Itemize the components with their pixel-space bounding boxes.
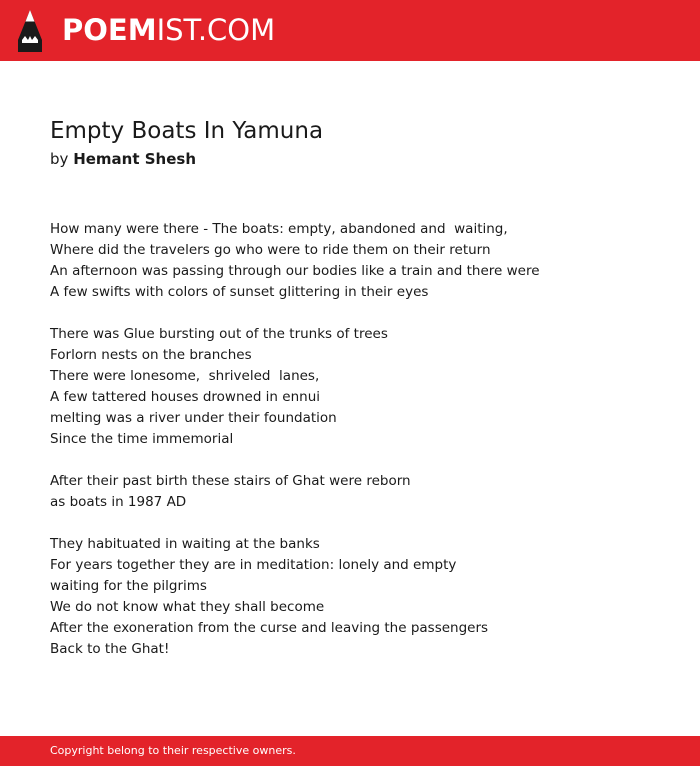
copyright-notice: Copyright belong to their respective owners. bbox=[50, 744, 296, 757]
poem-line: Forlorn nests on the branches bbox=[50, 347, 252, 363]
site-footer bbox=[0, 736, 700, 766]
poem-line: For years together they are in meditation: lonely and empty bbox=[50, 557, 457, 573]
poem-line: After the exoneration from the curse and leaving the passengers bbox=[50, 620, 489, 636]
logo-text-bold: POEM bbox=[62, 13, 157, 47]
site-header bbox=[0, 0, 700, 61]
poem-line: Back to the Ghat! bbox=[50, 641, 170, 657]
poem-line: Since the time immemorial bbox=[50, 431, 234, 447]
stanza-2 bbox=[50, 324, 670, 450]
site-logo[interactable] bbox=[62, 12, 275, 48]
poem-line: A few swifts with colors of sunset glittering in their eyes bbox=[50, 284, 429, 300]
stanza-1 bbox=[50, 219, 670, 303]
stanza-3 bbox=[50, 471, 670, 513]
poem-line: After their past birth these stairs of Ghat were reborn bbox=[50, 473, 411, 489]
by-label: by bbox=[50, 150, 69, 168]
poem-title: Empty Boats In Yamuna bbox=[50, 118, 324, 144]
stanza-4 bbox=[50, 534, 670, 660]
poem-line: There was Glue bursting out of the trunks of trees bbox=[50, 326, 388, 342]
poem-line: waiting for the pilgrims bbox=[50, 578, 207, 594]
poem-line: Where did the travelers go who were to ride them on their return bbox=[50, 242, 491, 258]
byline bbox=[50, 148, 196, 170]
poem-line: We do not know what they shall become bbox=[50, 599, 325, 615]
author-name: Hemant Shesh bbox=[73, 150, 196, 168]
poem-line: as boats in 1987 AD bbox=[50, 494, 187, 510]
poem-line: They habituated in waiting at the banks bbox=[50, 536, 320, 552]
pencil-tip-icon[interactable] bbox=[17, 9, 43, 53]
logo-text-light: IST.COM bbox=[156, 13, 276, 47]
poem-line: There were lonesome, shriveled lanes, bbox=[50, 368, 320, 384]
poem-line: An afternoon was passing through our bodies like a train and there were bbox=[50, 263, 540, 279]
poem-line: How many were there - The boats: empty, abandoned and waiting, bbox=[50, 221, 508, 237]
poem-line: A few tattered houses drowned in ennui bbox=[50, 389, 320, 405]
poem-line: melting was a river under their foundation bbox=[50, 410, 337, 426]
poem-body bbox=[50, 219, 670, 681]
